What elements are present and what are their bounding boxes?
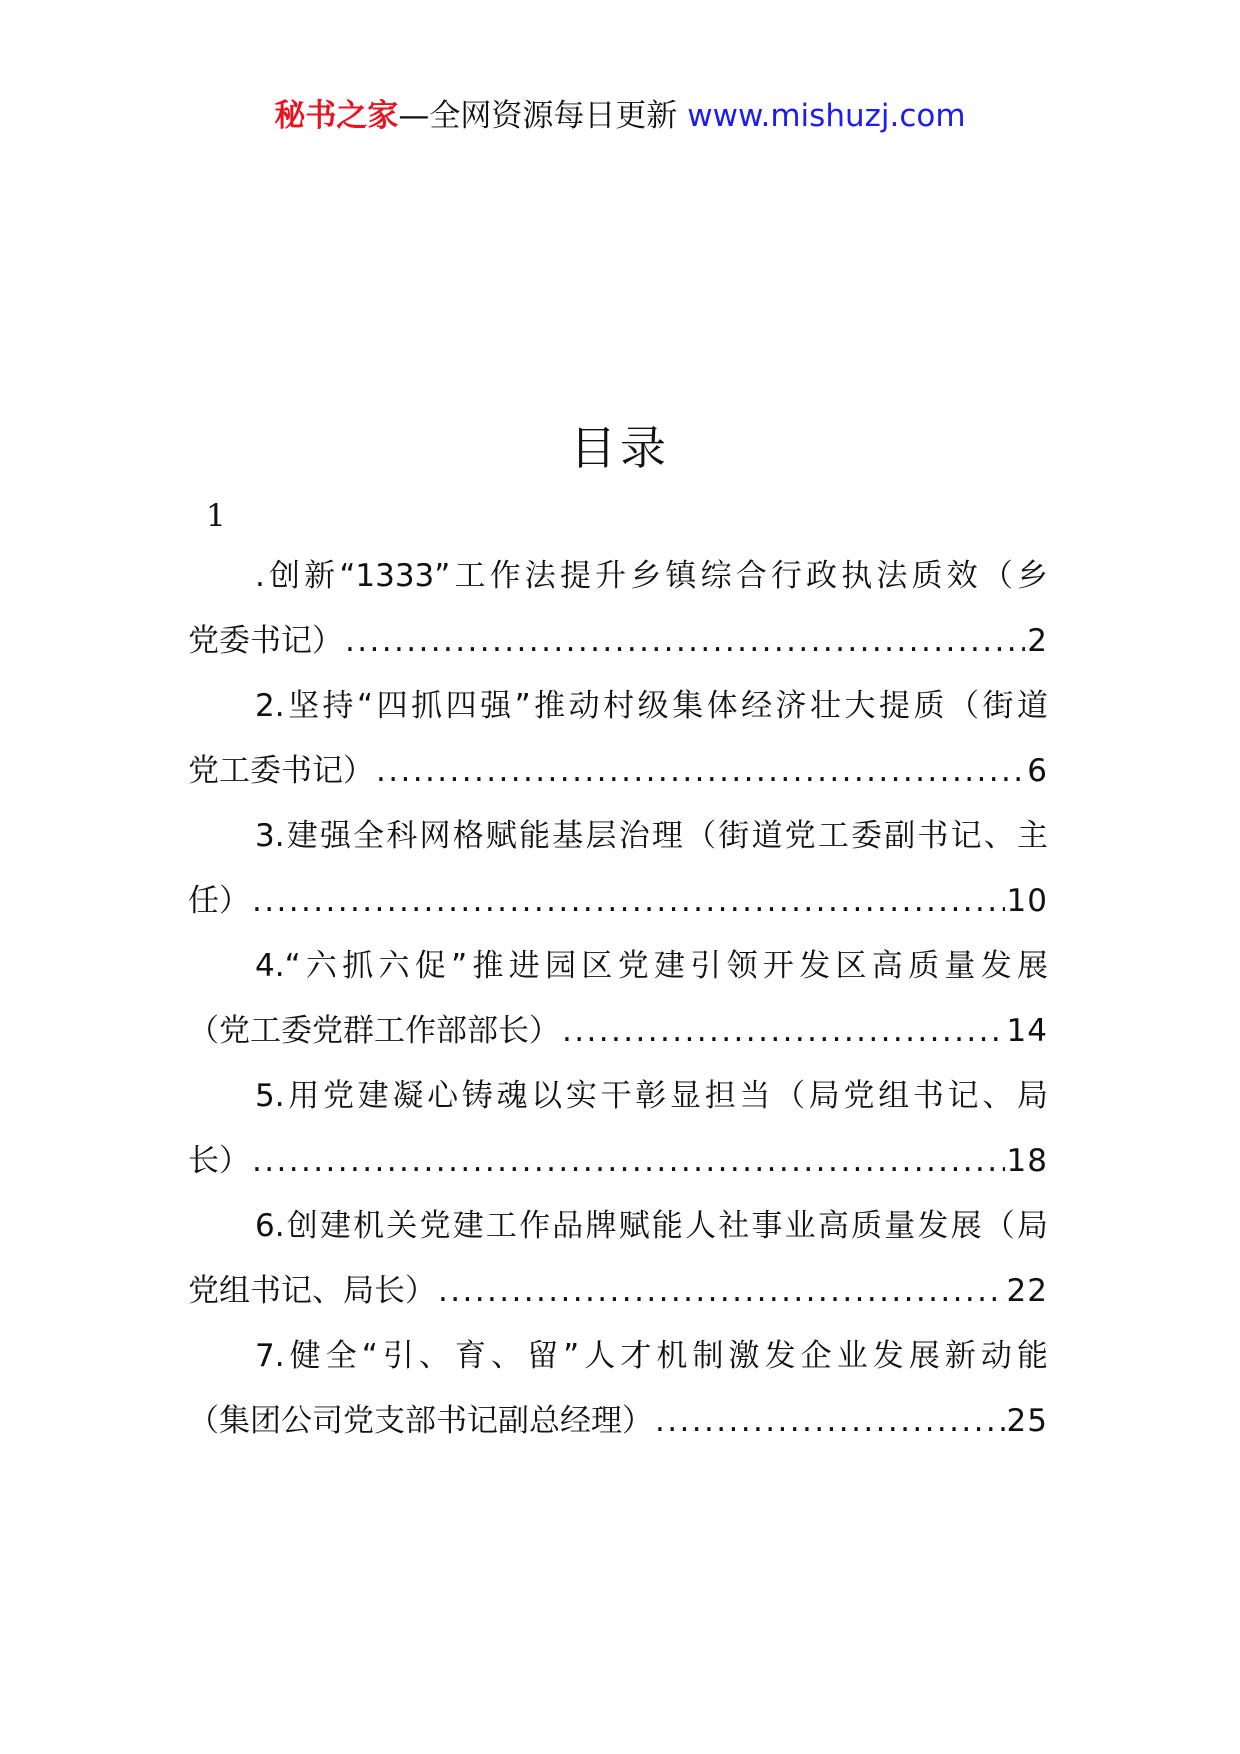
toc-entry-7[interactable]	[188, 1324, 1048, 1454]
list-marker: 1	[206, 498, 226, 534]
toc-page-number: 18	[1006, 1143, 1048, 1179]
toc-entry-title: 3.建强全科网格赋能基层治理（街道党工委副书记、主	[255, 818, 1048, 854]
toc-entry-title-end: 党工委书记）	[188, 753, 374, 789]
toc-page-number: 22	[1006, 1273, 1048, 1309]
dot-leader	[655, 1389, 1005, 1454]
page-header	[0, 96, 1240, 136]
toc-page-number: 6	[1027, 753, 1048, 789]
dot-leader	[562, 999, 1005, 1064]
header-slogan: —全网资源每日更新	[398, 98, 678, 134]
toc-entry-title: 6.创建机关党建工作品牌赋能人社事业高质量发展（局	[255, 1208, 1048, 1244]
toc-entry-title: .创新“1333”工作法提升乡镇综合行政执法质效（乡	[255, 558, 1048, 594]
toc-entry-continuation	[188, 1259, 1048, 1324]
toc-page-number: 2	[1027, 623, 1048, 659]
toc-entry-continuation	[188, 609, 1048, 674]
toc-entry-3[interactable]	[188, 804, 1048, 934]
dot-leader	[345, 609, 1025, 674]
brand-name: 秘书之家	[274, 98, 399, 134]
website-link[interactable]: www.mishuzj.com	[687, 98, 966, 134]
toc-entry-1[interactable]	[188, 544, 1048, 674]
dot-leader	[376, 739, 1025, 804]
toc-entry-continuation	[188, 1129, 1048, 1194]
toc-entry-2[interactable]	[188, 674, 1048, 804]
toc-page-number: 10	[1006, 883, 1048, 919]
dot-leader	[438, 1259, 1005, 1324]
table-of-contents	[188, 544, 1048, 1454]
toc-entry-5[interactable]	[188, 1064, 1048, 1194]
toc-entry-4[interactable]	[188, 934, 1048, 1064]
page-title: 目录	[570, 421, 670, 475]
toc-entry-title-end: （集团公司党支部书记副总经理）	[188, 1403, 653, 1439]
toc-entry-continuation	[188, 869, 1048, 934]
toc-entry-title-end: 党委书记）	[188, 623, 343, 659]
toc-entry-title: 5.用党建凝心铸魂以实干彰显担当（局党组书记、局	[255, 1078, 1048, 1114]
toc-entry-title: 7.健全“引、育、留”人才机制激发企业发展新动能	[255, 1338, 1048, 1374]
toc-entry-title-end: 党组书记、局长）	[188, 1273, 436, 1309]
toc-entry-continuation	[188, 739, 1048, 804]
toc-entry-continuation	[188, 1389, 1048, 1454]
toc-entry-continuation	[188, 999, 1048, 1064]
toc-entry-title-end: 长）	[188, 1143, 250, 1179]
dot-leader	[252, 1129, 1005, 1194]
toc-entry-title-end: （党工委党群工作部部长）	[188, 1013, 560, 1049]
dot-leader	[252, 869, 1005, 934]
toc-page-number: 25	[1006, 1403, 1048, 1439]
toc-entry-title: 2.坚持“四抓四强”推动村级集体经济壮大提质（街道	[255, 688, 1048, 724]
toc-entry-6[interactable]	[188, 1194, 1048, 1324]
toc-entry-title-end: 任）	[188, 883, 250, 919]
toc-entry-title: 4.“六抓六促”推进园区党建引领开发区高质量发展	[255, 948, 1048, 984]
toc-page-number: 14	[1006, 1013, 1048, 1049]
